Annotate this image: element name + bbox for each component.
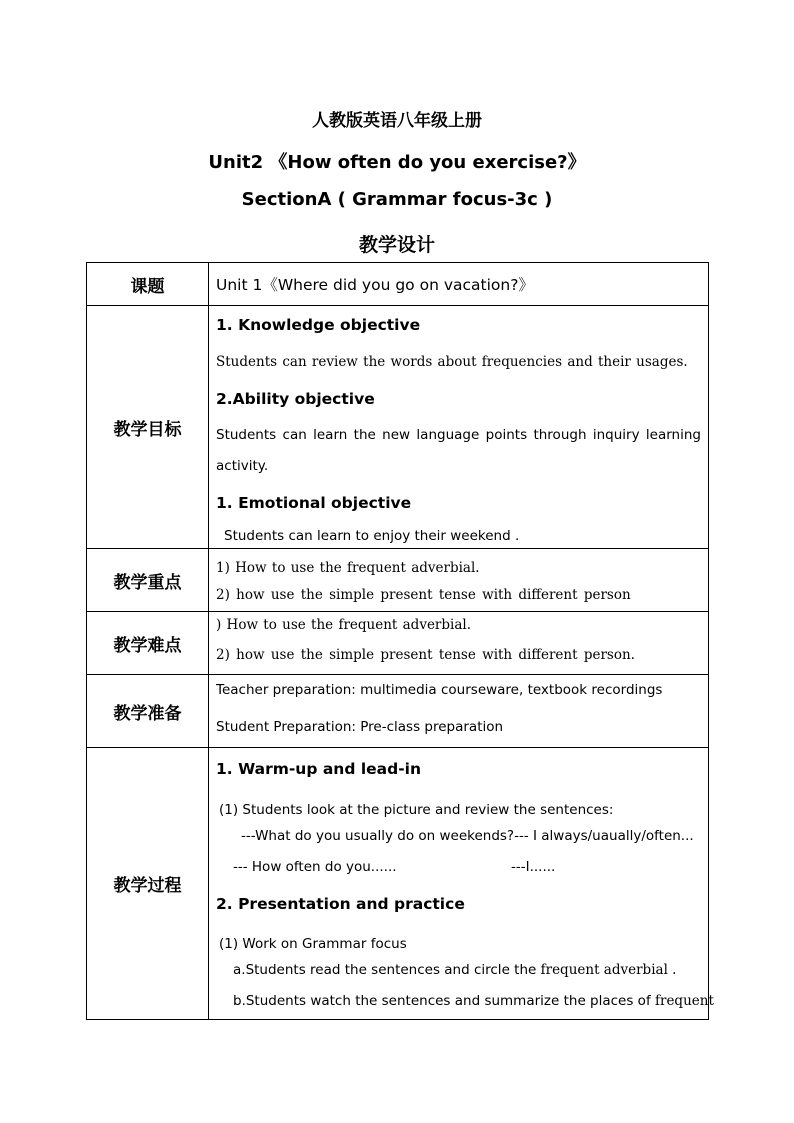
row-content-objectives: [209, 306, 709, 549]
row-content-preparation: [209, 675, 709, 748]
warmup-dialog-1: ---What do you usually do on weekends?--- I always/uaually/often...: [241, 828, 694, 844]
row-content-topic: [209, 263, 709, 306]
table-row-preparation: [87, 675, 709, 748]
table-row-difficult-points: [87, 612, 709, 675]
knowledge-objective-heading: 1. Knowledge objective: [216, 316, 421, 334]
table-row-objectives: [87, 306, 709, 549]
document-title-line1: 人教版英语八年级上册: [312, 111, 482, 131]
presentation-step-a-text: a.Students read the sentences and circle the: [233, 962, 537, 978]
presentation-step-a: [233, 962, 676, 978]
ability-objective-heading: 2.Ability objective: [216, 390, 375, 408]
row-content-difficult-points: [209, 612, 709, 675]
warmup-heading: 1. Warm-up and lead-in: [216, 760, 421, 778]
row-label-objectives: 教学目标: [87, 306, 209, 549]
teacher-preparation: Teacher preparation: multimedia courseware, textbook recordings: [216, 682, 663, 698]
presentation-step-b-term: frequent: [650, 993, 714, 1009]
row-label-preparation: 教学准备: [87, 675, 209, 748]
warmup-item-1: (1) Students look at the picture and review the sentences:: [219, 802, 614, 818]
row-label-process: 教学过程: [87, 748, 209, 1020]
row-label-key-points: 教学重点: [87, 549, 209, 612]
table-row-key-points: [87, 549, 709, 612]
student-preparation: Student Preparation: Pre-class preparation: [216, 719, 504, 735]
presentation-item-1: (1) Work on Grammar focus: [219, 936, 407, 952]
row-content-key-points: [209, 549, 709, 612]
presentation-heading: 2. Presentation and practice: [216, 895, 465, 913]
presentation-step-b-text: b.Students watch the sentences and summarize the places of: [233, 993, 651, 1009]
knowledge-objective-text: Students can review the words about frequencies and their usages.: [216, 354, 688, 370]
difficult-point-1: ) How to use the frequent adverbial.: [216, 617, 472, 633]
document-title-line3: SectionA ( Grammar focus-3c ): [241, 189, 553, 210]
topic-value: Unit 1《Where did you go on vacation?》: [216, 276, 534, 294]
document-title-line4: 教学设计: [358, 234, 435, 256]
row-label-topic: 课题: [87, 263, 209, 306]
emotional-objective-heading: 1. Emotional objective: [216, 494, 412, 512]
presentation-step-a-term: frequent adverbial .: [536, 962, 677, 978]
presentation-step-b: [233, 993, 714, 1009]
emotional-objective-text: Students can learn to enjoy their weekend .: [224, 528, 520, 544]
lesson-plan-table: [86, 262, 714, 1020]
ability-objective-text-line2: activity.: [216, 458, 269, 474]
table-row-topic: [87, 263, 709, 306]
row-label-difficult-points: 教学难点: [87, 612, 209, 675]
document-title-line2: Unit2 《How often do you exercise?》: [208, 152, 586, 173]
key-point-2: 2) how use the simple present tense with different person: [216, 587, 631, 603]
key-point-1: 1) How to use the frequent adverbial.: [216, 560, 480, 576]
warmup-dialog-2-question: --- How often do you......: [233, 859, 397, 875]
row-content-process: [209, 748, 714, 1020]
table-row-process: [87, 748, 709, 1020]
ability-objective-text-line1: Students can learn the new language points through inquiry learning: [216, 427, 701, 443]
difficult-point-2: 2) how use the simple present tense with different person.: [216, 647, 635, 663]
warmup-dialog-2-answer: ---I......: [511, 859, 556, 875]
